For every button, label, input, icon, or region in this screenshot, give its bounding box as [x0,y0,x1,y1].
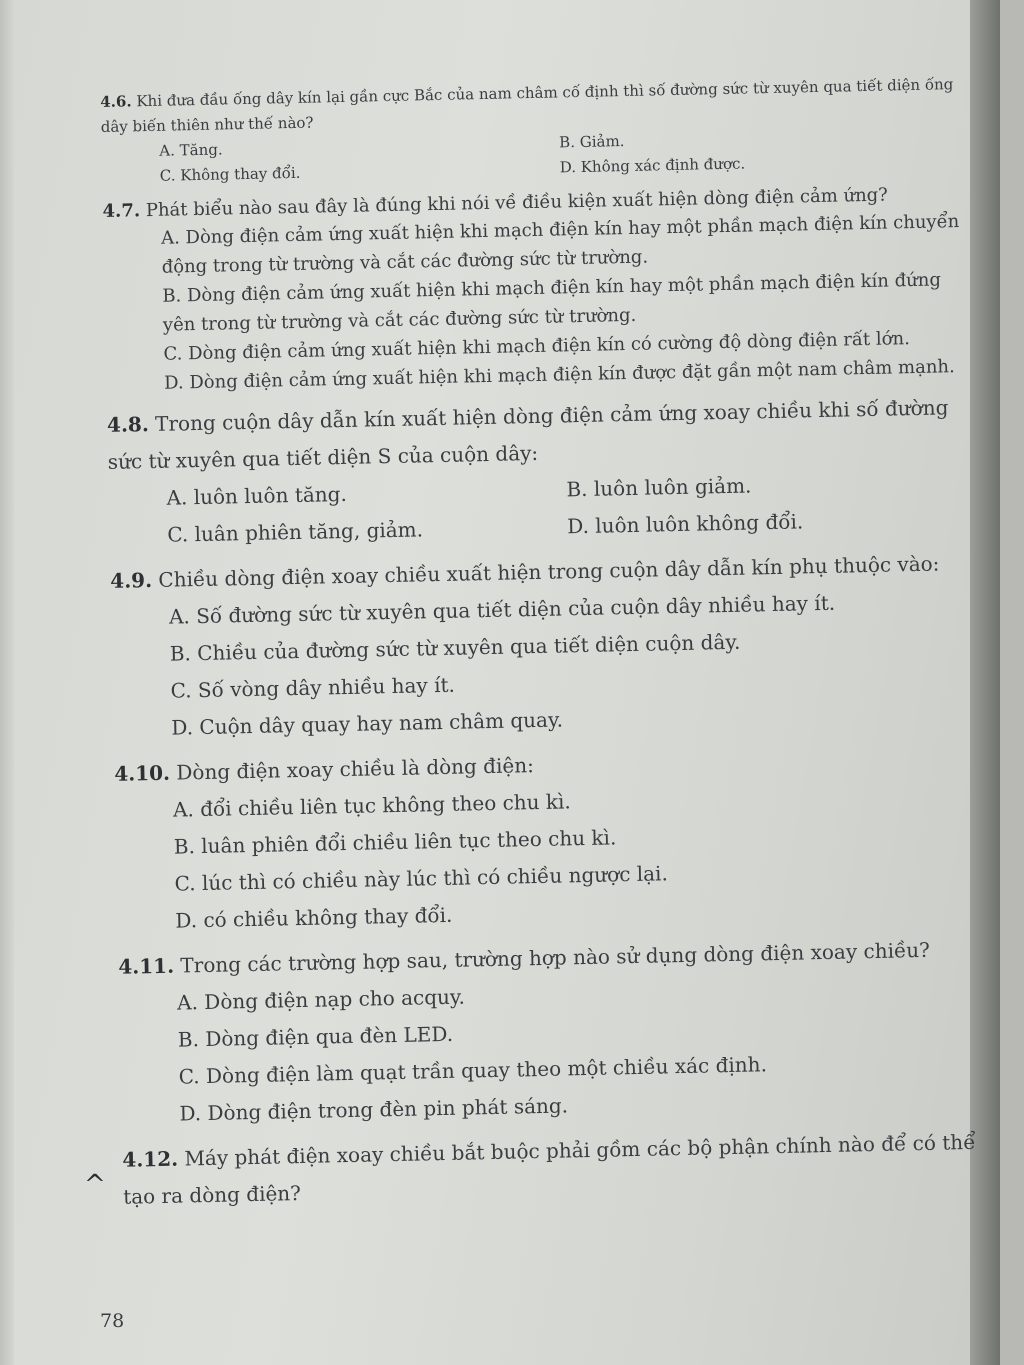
option-a: A. Tăng. [159,140,223,160]
question-4-11 [118,931,982,1134]
page-number: 78 [100,1310,125,1332]
option-c: C. lúc thì có chiều này lúc thì có chiều ngược lại. [174,861,669,896]
page-left-edge [0,0,14,1365]
option-a: A. Dòng điện nạp cho acquy. [176,984,466,1015]
option-a: A. luôn luôn tăng. [166,481,348,510]
option-c: C. luân phiên tăng, giảm. [167,517,424,547]
question-4-7 [102,180,966,399]
option-d: D. Cuộn dây quay hay nam châm quay. [171,707,564,740]
question-stem [122,1124,983,1216]
handwritten-mark: ^ [84,1170,106,1200]
option-c: C. Số vòng dây nhiều hay ít. [170,672,456,703]
option-a: A. Số đường sức từ xuyên qua tiết diện của cuộn dây nhiều hay ít. [168,590,836,629]
question-number: 4.8. [106,412,150,437]
question-text: Khi đưa đầu ống dây kín lại gần cực Bắc của nam châm cố định thì số đường sức từ xuyên qua tiết diện ống dây biến thiên như thế nào? [100,75,954,136]
question-text: Trong các trường hợp sau, trường hợp nào sử dụng dòng điện xoay chiều? [180,937,931,978]
question-4-10 [114,738,978,941]
option-c: C. Không thay đổi. [159,163,301,185]
question-number: 4.9. [110,568,153,593]
question-4-9 [110,545,974,748]
question-4-8 [107,389,970,555]
option-b: B. Chiều của đường sức từ xuyên qua tiết diện cuộn dây. [169,629,741,666]
option-b: B. luân phiên đổi chiều liên tục theo chu kì. [173,825,617,859]
option-d: D. Dòng điện cảm ứng xuất hiện khi mạch điện kín được đặt gần một nam châm mạnh. [163,356,955,394]
question-text: Chiều dòng điện xoay chiều xuất hiện trong cuộn dây dẫn kín phụ thuộc vào: [158,551,940,592]
option-b: B. Giảm. [559,132,625,152]
option-c: C. Dòng điện cảm ứng xuất hiện khi mạch điện kín có cường độ dòng điện rất lớn. [163,328,911,365]
option-b: B. luôn luôn giảm. [566,473,752,502]
option-b: B. Dòng điện cảm ứng xuất hiện khi mạch điện kín hay một phần mạch điện kín đứng yên trong từ trường và cắt các đường sức từ trường. [162,269,942,336]
option-a: A. Dòng điện cảm ứng xuất hiện khi mạch điện kín hay một phần mạch điện kín chuyển động trong từ trường và cắt các đường sức từ trường. [160,211,960,278]
option-d: D. luôn luôn không đổi. [566,509,804,539]
question-number: 4.12. [122,1146,179,1172]
questions-content [100,72,984,1224]
option-d: D. Dòng điện trong đèn pin phát sáng. [179,1093,569,1126]
question-text: Phát biểu nào sau đây là đúng khi nói về điều kiện xuất hiện dòng điện cảm ứng? [145,184,889,222]
question-4-6 [100,72,962,190]
question-number: 4.10. [114,760,171,786]
option-a: A. đổi chiều liên tục không theo chu kì. [172,789,572,822]
option-d: D. có chiều không thay đổi. [175,902,453,933]
question-number: 4.7. [102,200,141,222]
question-number: 4.11. [118,953,175,979]
question-text: Trong cuộn dây dẫn kín xuất hiện dòng điện cảm ứng xoay chiều khi số đường sức từ xuyên qua tiết diện S của cuộn dây: [107,395,949,474]
option-b: B. Dòng điện qua đèn LED. [177,1021,454,1052]
option-d: D. Không xác định được. [559,154,746,177]
question-4-12 [122,1124,983,1216]
option-c: C. Dòng điện làm quạt trần quay theo một chiều xác định. [178,1052,768,1089]
question-number: 4.6. [100,92,132,111]
question-text: Máy phát điện xoay chiều bắt buộc phải gồm các bộ phận chính nào để có thể tạo ra dòng điện? [122,1129,976,1209]
question-text: Dòng điện xoay chiều là dòng điện: [176,753,535,785]
